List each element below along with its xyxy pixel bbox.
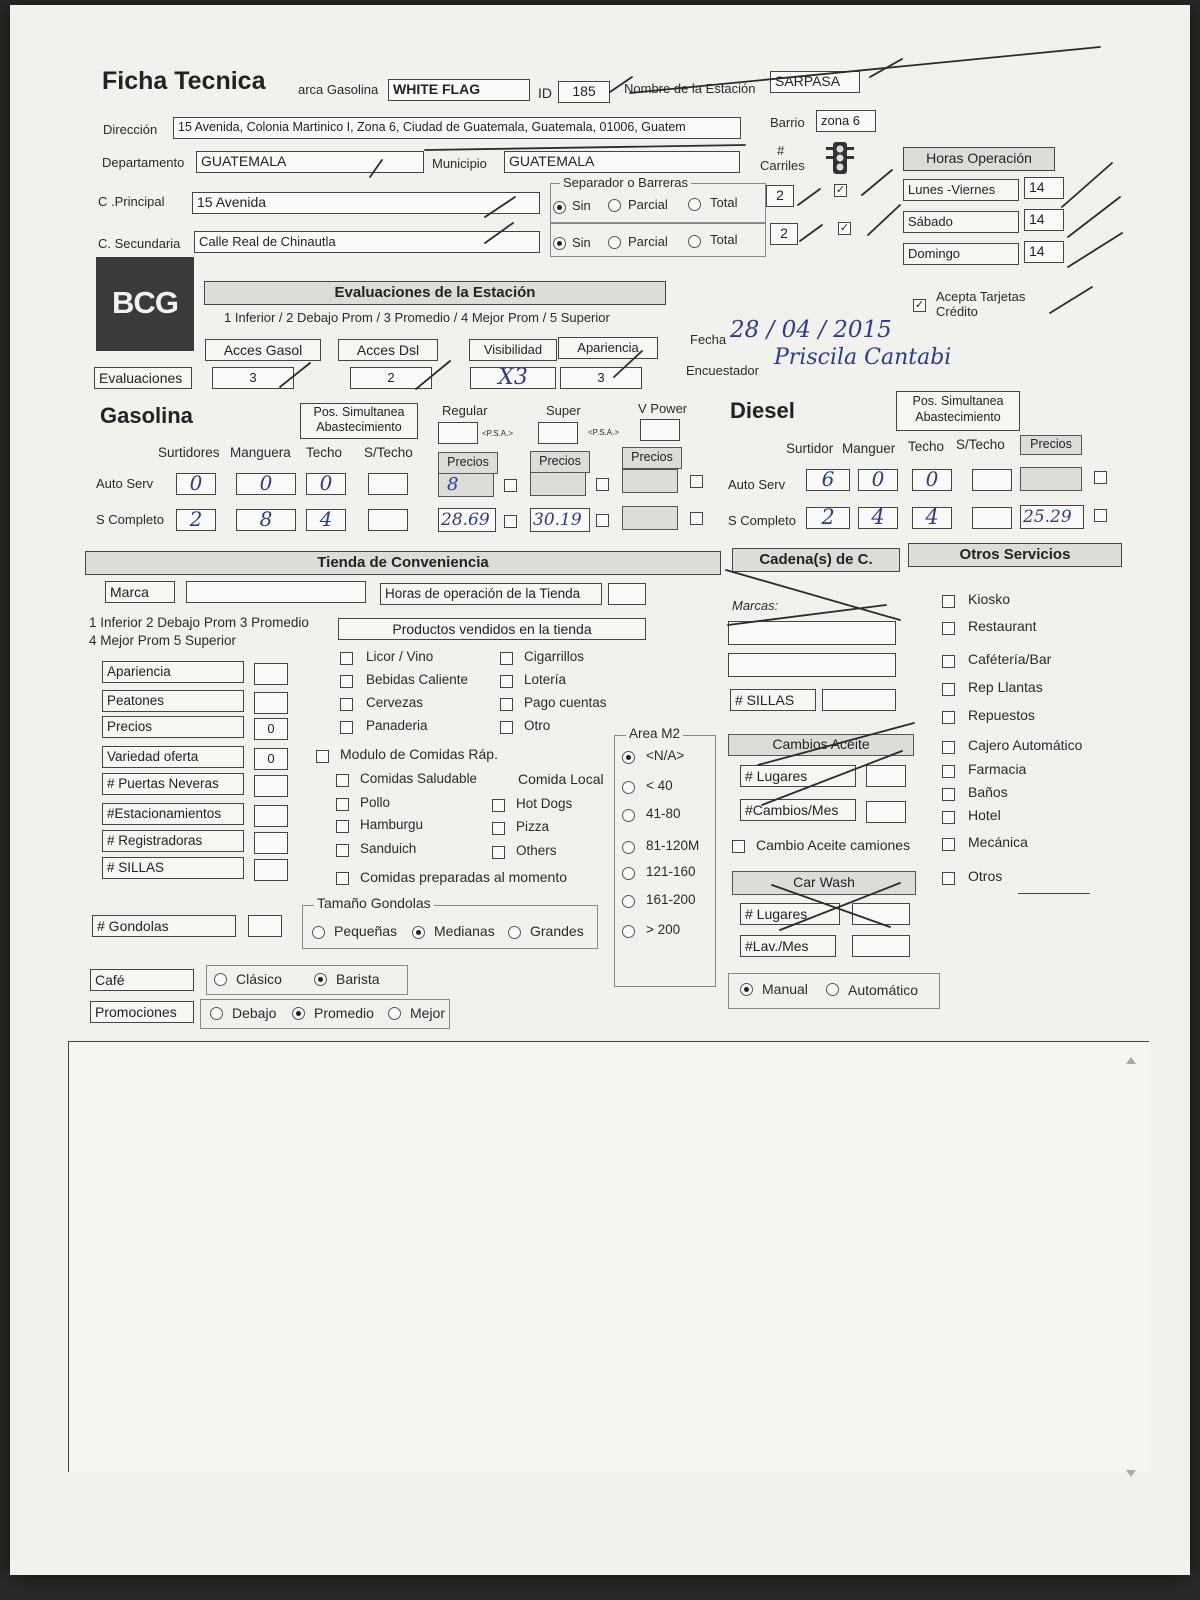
carriles-1-checkbox[interactable]: ✓ bbox=[835, 184, 846, 196]
gas-completo-cb-2[interactable] bbox=[596, 514, 609, 527]
producto-label: Bebidas Caliente bbox=[366, 672, 469, 687]
separador-label: Separador o Barreras bbox=[560, 175, 691, 190]
area-option-label: 161-200 bbox=[646, 892, 696, 907]
form-title: Ficha Tecnica bbox=[102, 67, 266, 95]
marcas-label: Marcas: bbox=[732, 598, 779, 613]
carwash-automatico-radio[interactable] bbox=[826, 983, 839, 996]
preparadas-label: Comidas preparadas al momento bbox=[360, 869, 567, 885]
servicio-label: Restaurant bbox=[968, 618, 1037, 634]
area-radio[interactable] bbox=[622, 841, 635, 854]
cambios-mes-label: #Cambios/Mes bbox=[740, 799, 856, 821]
departamento-label: Departamento bbox=[102, 155, 185, 170]
fecha-value[interactable]: 28 / 04 / 2015 bbox=[730, 317, 892, 343]
gas-completo-price-vpower[interactable] bbox=[622, 506, 678, 530]
diesel-header-techo: Techo bbox=[908, 439, 945, 454]
servicio-checkbox[interactable] bbox=[942, 765, 955, 778]
producto-label: Cervezas bbox=[366, 695, 424, 710]
lav-mes-label: #Lav./Mes bbox=[740, 935, 836, 957]
sabado-field[interactable]: 14 bbox=[1024, 209, 1064, 231]
servicio-label: Mecánica bbox=[968, 834, 1028, 850]
sep1-total-radio[interactable] bbox=[688, 198, 701, 211]
servicio-checkbox[interactable] bbox=[942, 838, 955, 851]
servicio-checkbox[interactable] bbox=[942, 741, 955, 754]
marcas-field-2[interactable] bbox=[728, 653, 896, 677]
c-principal-label: C .Principal bbox=[98, 194, 165, 209]
gas-auto-cb-2[interactable] bbox=[596, 478, 609, 491]
comida-checkbox[interactable] bbox=[336, 844, 349, 857]
fuel-vpower-label: V Power bbox=[638, 401, 688, 416]
cadena-sillas-field[interactable] bbox=[822, 689, 896, 711]
diesel-auto-cb[interactable] bbox=[1094, 471, 1107, 484]
visibilidad-value[interactable]: X3 bbox=[470, 367, 556, 389]
municipio-label: Municipio bbox=[432, 156, 487, 171]
evaluaciones-title: Evaluaciones de la Estación bbox=[204, 281, 666, 305]
producto-label: Licor / Vino bbox=[366, 649, 434, 664]
area-option-label: 81-120M bbox=[646, 838, 700, 853]
producto-label: Panaderia bbox=[366, 718, 428, 733]
producto-checkbox[interactable] bbox=[340, 698, 353, 711]
comida-checkbox[interactable] bbox=[336, 798, 349, 811]
nombre-estacion-field[interactable]: SARPASA bbox=[770, 71, 860, 93]
barrio-field[interactable]: zona 6 bbox=[816, 110, 876, 132]
diesel-completo-surtidor[interactable]: 2 bbox=[806, 507, 850, 529]
comida-checkbox[interactable] bbox=[492, 799, 505, 812]
preparadas-checkbox[interactable] bbox=[336, 872, 349, 885]
carriles-2-field[interactable]: 2 bbox=[770, 223, 798, 245]
producto-label: Lotería bbox=[524, 672, 567, 687]
promo-debajo-radio[interactable] bbox=[210, 1007, 223, 1020]
scroll-up-icon[interactable] bbox=[1126, 1057, 1136, 1064]
carwash-manual-label: Manual bbox=[762, 981, 808, 997]
diesel-header-surtidor: Surtidor bbox=[786, 441, 834, 456]
gasolina-pos-sim: Pos. Simultanea Abastecimiento bbox=[300, 403, 418, 439]
sep2-sin-radio[interactable] bbox=[553, 237, 566, 250]
servicio-checkbox[interactable] bbox=[942, 683, 955, 696]
tienda-marca-field[interactable] bbox=[186, 581, 366, 603]
id-label: ID bbox=[538, 85, 552, 101]
comida-label: Pollo bbox=[360, 795, 391, 810]
carwash-automatico-label: Automático bbox=[848, 982, 919, 998]
gas-auto-serv-label: Auto Serv bbox=[96, 476, 154, 491]
precios-super-header: Precios bbox=[530, 451, 590, 473]
rating-label: # Puertas Neveras bbox=[102, 773, 244, 795]
bcg-logo-text: BCG bbox=[112, 285, 178, 320]
acces-dsl-label: Acces Dsl bbox=[338, 339, 438, 361]
area-option-label: > 200 bbox=[646, 922, 681, 937]
traffic-light-icon bbox=[825, 141, 855, 175]
gas-auto-surtidores[interactable]: 0 bbox=[176, 473, 216, 495]
cafe-barista-radio[interactable] bbox=[314, 973, 327, 986]
comments-textarea[interactable] bbox=[68, 1041, 1149, 1472]
rating-field[interactable] bbox=[254, 775, 288, 797]
header-s-techo: S/Techo bbox=[364, 445, 413, 460]
diesel-auto-stecho[interactable] bbox=[972, 469, 1012, 491]
carriles-hash: # bbox=[777, 143, 785, 158]
producto-checkbox[interactable] bbox=[500, 698, 513, 711]
header-manguera: Manguera bbox=[230, 445, 291, 460]
rating-field[interactable] bbox=[254, 663, 288, 685]
gas-completo-stecho[interactable] bbox=[368, 509, 408, 531]
comida-checkbox[interactable] bbox=[492, 846, 505, 859]
acces-dsl-value[interactable]: 2 bbox=[350, 367, 432, 389]
rating-field[interactable]: 0 bbox=[254, 748, 288, 770]
evaluaciones-scale: 1 Inferior / 2 Debajo Prom / 3 Promedio / 4 Mejor Prom / 5 Superior bbox=[224, 310, 610, 325]
gas-auto-manguera[interactable]: 0 bbox=[236, 473, 296, 495]
marcas-field-1[interactable] bbox=[728, 621, 896, 645]
producto-label: Otro bbox=[524, 718, 551, 733]
tamano-pequenas-label: Pequeñas bbox=[334, 923, 398, 939]
acces-gasol-label: Acces Gasol bbox=[205, 339, 321, 361]
producto-checkbox[interactable] bbox=[500, 675, 513, 688]
promociones-label: Promociones bbox=[90, 1001, 194, 1023]
tamano-grandes-radio[interactable] bbox=[508, 926, 521, 939]
gas-completo-manguera[interactable]: 8 bbox=[236, 509, 296, 531]
gas-auto-cb-1[interactable] bbox=[504, 479, 517, 492]
comida-label: Others bbox=[516, 843, 557, 858]
carriles-label: Carriles bbox=[760, 158, 805, 173]
horas-operacion-title: Horas Operación bbox=[903, 147, 1055, 171]
rating-field[interactable] bbox=[254, 805, 288, 827]
comida-label: Comidas Saludable bbox=[360, 771, 478, 786]
rating-field[interactable] bbox=[254, 692, 288, 714]
modulo-comidas-checkbox[interactable] bbox=[316, 750, 329, 763]
form-paper bbox=[10, 5, 1190, 1575]
apariencia-eval-label: Apariencia bbox=[558, 337, 658, 359]
c-secundaria-field[interactable]: Calle Real de Chinautla bbox=[194, 231, 540, 253]
cambios-lugares-label: # Lugares bbox=[740, 765, 856, 787]
vpower-psa-field[interactable] bbox=[640, 419, 680, 441]
tamano-medianas-label: Medianas bbox=[434, 923, 495, 939]
cafe-label: Café bbox=[90, 969, 194, 991]
sep1-parcial-label: Parcial bbox=[628, 197, 668, 212]
servicio-label: Rep Llantas bbox=[968, 679, 1043, 695]
producto-checkbox[interactable] bbox=[340, 721, 353, 734]
super-psa-field[interactable] bbox=[538, 422, 578, 444]
gas-auto-stecho[interactable] bbox=[368, 473, 408, 495]
domingo-label: Domingo bbox=[903, 243, 1019, 265]
nombre-estacion-label: Nombre de la Estación bbox=[624, 81, 756, 96]
servicio-label: Cajero Automático bbox=[968, 737, 1083, 753]
comida-checkbox[interactable] bbox=[336, 774, 349, 787]
producto-checkbox[interactable] bbox=[500, 721, 513, 734]
servicio-label: Baños bbox=[968, 784, 1008, 800]
cambios-aceite-header: Cambios Aceite bbox=[728, 734, 914, 756]
departamento-field[interactable]: GUATEMALA bbox=[196, 151, 424, 173]
gas-auto-price-regular[interactable]: 8 bbox=[438, 473, 494, 497]
area-option-label: < 40 bbox=[646, 778, 673, 793]
marca-gasolina-field[interactable]: WHITE FLAG bbox=[388, 79, 530, 101]
carriles-2-checkbox[interactable]: ✓ bbox=[839, 222, 850, 234]
apariencia-eval-value[interactable]: 3 bbox=[560, 367, 642, 389]
comida-label: Hamburgu bbox=[360, 817, 424, 832]
diesel-title: Diesel bbox=[730, 398, 795, 423]
psa-label-2: <P.S.A.> bbox=[588, 428, 619, 437]
servicio-label: Cafétería/Bar bbox=[968, 651, 1052, 667]
tienda-scale-2: 4 Mejor Prom 5 Superior bbox=[89, 633, 237, 648]
tienda-scale-1: 1 Inferior 2 Debajo Prom 3 Promedio bbox=[89, 615, 309, 630]
gasolina-title: Gasolina bbox=[100, 403, 193, 428]
sabado-label: Sábado bbox=[903, 211, 1019, 233]
diesel-header-manguer: Manguer bbox=[842, 441, 896, 456]
gondolas-field[interactable] bbox=[248, 915, 282, 937]
tamano-pequenas-radio[interactable] bbox=[312, 926, 325, 939]
servicio-checkbox[interactable] bbox=[942, 622, 955, 635]
gas-completo-cb-1[interactable] bbox=[504, 515, 517, 528]
promo-mejor-radio[interactable] bbox=[388, 1007, 401, 1020]
diesel-completo-price[interactable]: 25.29 bbox=[1020, 505, 1084, 529]
sep1-total-label: Total bbox=[710, 195, 738, 210]
diesel-auto-label: Auto Serv bbox=[728, 477, 786, 492]
comida-label: Pizza bbox=[516, 819, 550, 834]
rating-field[interactable] bbox=[254, 859, 288, 881]
area-radio[interactable] bbox=[622, 781, 635, 794]
gas-completo-price-regular[interactable]: 28.69 bbox=[438, 508, 496, 532]
tamano-grandes-label: Grandes bbox=[530, 923, 584, 939]
barrio-label: Barrio bbox=[770, 115, 805, 130]
diesel-completo-techo[interactable]: 4 bbox=[912, 507, 952, 529]
psa-label-1: <P.S.A.> bbox=[482, 429, 513, 438]
lunes-viernes-field[interactable]: 14 bbox=[1024, 177, 1064, 199]
promo-mejor-label: Mejor bbox=[410, 1005, 446, 1021]
sep2-total-label: Total bbox=[710, 232, 738, 247]
cadena-sillas-label: # SILLAS bbox=[730, 689, 816, 711]
diesel-auto-techo[interactable]: 0 bbox=[912, 469, 952, 491]
gas-completo-label: S Completo bbox=[96, 512, 164, 527]
diesel-completo-manguer[interactable]: 4 bbox=[858, 507, 898, 529]
producto-label: Cigarrillos bbox=[524, 649, 585, 664]
promo-promedio-label: Promedio bbox=[314, 1005, 374, 1021]
servicio-label: Repuestos bbox=[968, 707, 1035, 723]
gas-completo-surtidores[interactable]: 2 bbox=[176, 509, 216, 531]
header-techo: Techo bbox=[306, 445, 343, 460]
direccion-label: Dirección bbox=[103, 122, 158, 137]
visibilidad-label: Visibilidad bbox=[469, 339, 557, 361]
lunes-viernes-label: Lunes -Viernes bbox=[903, 179, 1019, 201]
rating-label: Variedad oferta bbox=[102, 746, 244, 768]
lav-mes-field[interactable] bbox=[852, 935, 910, 957]
diesel-completo-label: S Completo bbox=[728, 513, 796, 528]
sep1-sin-radio[interactable] bbox=[553, 201, 566, 214]
tamano-gondolas-label: Tamaño Gondolas bbox=[314, 895, 434, 911]
comments-scrollbar[interactable] bbox=[1122, 1057, 1142, 1477]
diesel-completo-stecho[interactable] bbox=[972, 507, 1012, 529]
horas-tienda-field[interactable] bbox=[608, 583, 646, 605]
cambio-camiones-checkbox[interactable] bbox=[732, 840, 745, 853]
comida-label: Hot Dogs bbox=[516, 796, 573, 811]
regular-psa-field[interactable] bbox=[438, 422, 478, 444]
cafe-clasico-label: Clásico bbox=[236, 971, 282, 987]
comida-checkbox[interactable] bbox=[492, 822, 505, 835]
otros-line bbox=[1018, 893, 1090, 894]
cambios-mes-field[interactable] bbox=[866, 801, 906, 823]
rating-label: # Registradoras bbox=[102, 830, 244, 852]
rating-field[interactable]: 0 bbox=[254, 718, 288, 740]
acepta-tarjetas-checkbox[interactable]: ✓ bbox=[914, 299, 925, 311]
servicio-label: Farmacia bbox=[968, 761, 1027, 777]
scroll-down-icon[interactable] bbox=[1126, 1470, 1136, 1477]
carwash-lugares-label: # Lugares bbox=[740, 903, 840, 925]
servicio-checkbox[interactable] bbox=[942, 655, 955, 668]
modulo-comidas-label: Modulo de Comidas Ráp. bbox=[340, 746, 498, 762]
area-radio[interactable] bbox=[622, 895, 635, 908]
servicio-label: Hotel bbox=[968, 807, 1001, 823]
cadena-title: Cadena(s) de C. bbox=[732, 548, 900, 572]
sep2-total-radio[interactable] bbox=[688, 235, 701, 248]
gas-auto-cb-3[interactable] bbox=[690, 475, 703, 488]
tienda-marca-label: Marca bbox=[105, 581, 175, 603]
tienda-title: Tienda de Conveniencia bbox=[85, 551, 721, 575]
cafe-barista-label: Barista bbox=[336, 971, 380, 987]
diesel-pos-sim: Pos. Simultanea Abastecimiento bbox=[896, 391, 1020, 431]
fuel-regular-label: Regular bbox=[442, 403, 488, 418]
fecha-label: Fecha bbox=[690, 332, 727, 347]
servicio-checkbox[interactable] bbox=[942, 595, 955, 608]
domingo-field[interactable]: 14 bbox=[1024, 241, 1064, 263]
direccion-field[interactable]: 15 Avenida, Colonia Martinico I, Zona 6, Ciudad de Guatemala, Guatemala, 01006, Guatem bbox=[173, 117, 741, 139]
encuestador-value[interactable]: Priscila Cantabi bbox=[774, 345, 952, 370]
area-radio[interactable] bbox=[622, 751, 635, 764]
marca-gasolina-label: arca Gasolina bbox=[298, 82, 379, 97]
area-radio[interactable] bbox=[622, 867, 635, 880]
producto-checkbox[interactable] bbox=[340, 675, 353, 688]
servicio-checkbox[interactable] bbox=[942, 788, 955, 801]
area-m2-group bbox=[614, 735, 716, 987]
servicio-label: Otros bbox=[968, 868, 1003, 884]
header-surtidores: Surtidores bbox=[158, 445, 220, 460]
sep1-parcial-radio[interactable] bbox=[608, 199, 621, 212]
area-radio[interactable] bbox=[622, 809, 635, 822]
servicio-checkbox[interactable] bbox=[942, 872, 955, 885]
acepta-tarjetas-label: Acepta Tarjetas Crédito bbox=[936, 289, 1026, 319]
gas-auto-techo[interactable]: 0 bbox=[306, 473, 346, 495]
c-principal-field[interactable]: 15 Avenida bbox=[192, 192, 540, 214]
producto-checkbox[interactable] bbox=[340, 652, 353, 665]
gondolas-label: # Gondolas bbox=[92, 915, 236, 937]
rating-label: Apariencia bbox=[102, 661, 244, 683]
servicio-checkbox[interactable] bbox=[942, 711, 955, 724]
otros-servicios-title: Otros Servicios bbox=[908, 543, 1122, 567]
sep2-parcial-radio[interactable] bbox=[608, 236, 621, 249]
diesel-auto-surtidor[interactable]: 6 bbox=[806, 469, 850, 491]
tamano-medianas-radio[interactable] bbox=[412, 926, 425, 939]
producto-label: Pago cuentas bbox=[524, 695, 607, 710]
gas-auto-price-vpower[interactable] bbox=[622, 469, 678, 493]
rating-label: Peatones bbox=[102, 690, 244, 712]
promo-debajo-label: Debajo bbox=[232, 1005, 277, 1021]
encuestador-label: Encuestador bbox=[686, 363, 759, 378]
precios-vpower-header: Precios bbox=[622, 447, 682, 469]
sep2-parcial-label: Parcial bbox=[628, 234, 668, 249]
cambio-camiones-label: Cambio Aceite camiones bbox=[756, 837, 911, 853]
gas-auto-price-super[interactable] bbox=[530, 472, 586, 496]
diesel-auto-price[interactable] bbox=[1020, 467, 1082, 491]
diesel-header-stecho: S/Techo bbox=[956, 437, 1005, 452]
rating-label: # SILLAS bbox=[102, 857, 244, 879]
gas-completo-cb-3[interactable] bbox=[690, 512, 703, 525]
cafe-clasico-radio[interactable] bbox=[214, 973, 227, 986]
gas-completo-price-super[interactable]: 30.19 bbox=[530, 508, 590, 532]
diesel-header-precios: Precios bbox=[1020, 435, 1082, 455]
diesel-completo-cb[interactable] bbox=[1094, 509, 1107, 522]
area-m2-label: Area M2 bbox=[626, 726, 683, 741]
carwash-manual-radio[interactable] bbox=[740, 983, 753, 996]
area-option-label: <N/A> bbox=[646, 748, 685, 763]
rating-label: Precios bbox=[102, 716, 244, 738]
comida-local-label: Comida Local bbox=[518, 771, 604, 787]
c-secundaria-label: C. Secundaria bbox=[98, 236, 181, 251]
rating-label: #Estacionamientos bbox=[102, 803, 244, 825]
precios-regular-header: Precios bbox=[438, 452, 498, 474]
sep1-sin-label: Sin bbox=[572, 198, 591, 213]
acces-gasol-value[interactable]: 3 bbox=[212, 367, 294, 389]
evaluaciones-row-label: Evaluaciones bbox=[94, 367, 192, 389]
productos-label: Productos vendidos en la tienda bbox=[338, 618, 646, 640]
carwash-lugares-field[interactable] bbox=[852, 903, 910, 925]
servicio-label: Kiosko bbox=[968, 591, 1011, 607]
rating-field[interactable] bbox=[254, 832, 288, 854]
fuel-super-label: Super bbox=[546, 403, 581, 418]
bcg-logo bbox=[96, 257, 194, 351]
area-option-label: 41-80 bbox=[646, 806, 681, 821]
area-radio[interactable] bbox=[622, 925, 635, 938]
carriles-1-field[interactable]: 2 bbox=[766, 185, 794, 207]
cambios-lugares-field[interactable] bbox=[866, 765, 906, 787]
comida-checkbox[interactable] bbox=[336, 820, 349, 833]
diesel-auto-manguer[interactable]: 0 bbox=[858, 469, 898, 491]
municipio-field[interactable]: GUATEMALA bbox=[504, 151, 740, 173]
carwash-header: Car Wash bbox=[732, 871, 916, 895]
sep2-sin-label: Sin bbox=[572, 235, 591, 250]
horas-tienda-label: Horas de operación de la Tienda bbox=[380, 583, 602, 605]
producto-checkbox[interactable] bbox=[500, 652, 513, 665]
gas-completo-techo[interactable]: 4 bbox=[306, 509, 346, 531]
promo-promedio-radio[interactable] bbox=[292, 1007, 305, 1020]
area-option-label: 121-160 bbox=[646, 864, 696, 879]
servicio-checkbox[interactable] bbox=[942, 811, 955, 824]
comida-label: Sanduich bbox=[360, 841, 417, 856]
id-field[interactable]: 185 bbox=[558, 81, 610, 103]
